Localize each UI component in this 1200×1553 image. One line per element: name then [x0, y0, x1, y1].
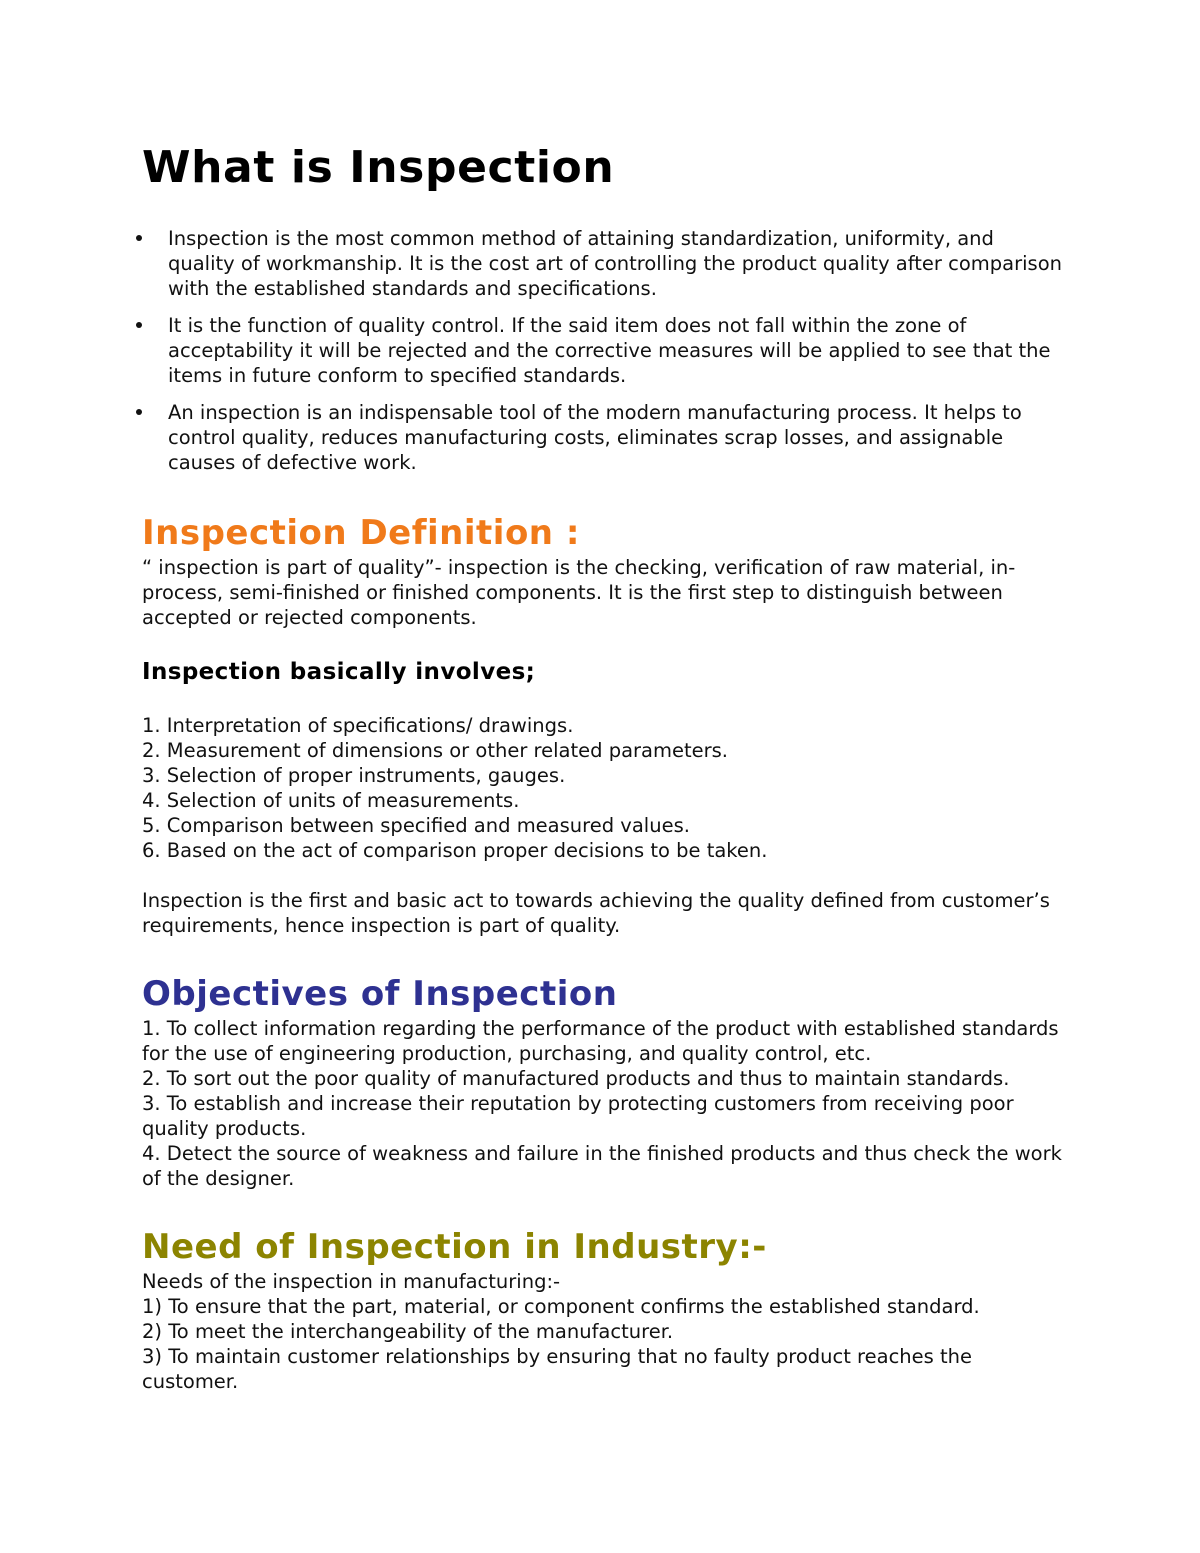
need-intro: Needs of the inspection in manufacturing:-: [142, 1270, 561, 1293]
list-item: 3. Selection of proper instruments, gauges.: [142, 764, 566, 787]
objectives-heading: Objectives of Inspection: [142, 974, 618, 1014]
list-item: 3) To maintain customer relationships by ensuring that no faulty product reaches the customer.: [142, 1345, 973, 1393]
bullet-icon: [136, 235, 142, 241]
page-title: What is Inspection: [142, 142, 615, 193]
involves-list: [142, 713, 1062, 863]
bullet-text: An inspection is an indispensable tool of the modern manufacturing process. It helps to control quality, reduces manufacturing costs, eliminates scrap losses, and assignable causes of defective work.: [168, 401, 1022, 474]
bullet-text: It is the function of quality control. If the said item does not fall within the zone of acceptability it will be rejected and the corrective measures will be applied to see that the items in future conform to specified standards.: [168, 314, 1051, 387]
bullet-icon: [136, 409, 142, 415]
definition-heading: Inspection Definition :: [142, 513, 580, 553]
list-item: 1. To collect information regarding the performance of the product with established standards for the use of engineering production, purchasing, and quality control, etc.: [142, 1017, 1059, 1065]
involves-heading: Inspection basically involves;: [142, 659, 536, 685]
need-list: [142, 1294, 1062, 1394]
involves-summary: Inspection is the first and basic act to towards achieving the quality defined from customer’s requirements, hence inspection is part of quality.: [142, 889, 1050, 937]
list-item: 5. Comparison between specified and measured values.: [142, 814, 690, 837]
definition-text: “ inspection is part of quality”- inspection is the checking, verification of raw material, in-process, semi-finished or finished components. It is the first step to distinguish between accepted or rejected components.: [142, 556, 1016, 629]
list-item: [142, 313, 1062, 388]
list-item: 1. Interpretation of specifications/ drawings.: [142, 714, 574, 737]
list-item: 4. Detect the source of weakness and failure in the finished products and thus check the work of the designer.: [142, 1142, 1062, 1190]
list-item: 2. To sort out the poor quality of manufactured products and thus to maintain standards.: [142, 1067, 1010, 1090]
intro-bullet-list: [142, 226, 1062, 475]
list-item: 4. Selection of units of measurements.: [142, 789, 520, 812]
list-item: [142, 400, 1062, 475]
list-item: 2. Measurement of dimensions or other related parameters.: [142, 739, 729, 762]
bullet-text: Inspection is the most common method of attaining standardization, uniformity, and quality of workmanship. It is the cost art of controlling the product quality after comparison with the established standards and specifications.: [168, 227, 1062, 300]
list-item: 3. To establish and increase their reputation by protecting customers from receiving poor quality products.: [142, 1092, 1014, 1140]
list-item: 2) To meet the interchangeability of the manufacturer.: [142, 1320, 674, 1343]
spacer: [142, 863, 1062, 888]
bullet-icon: [136, 322, 142, 328]
list-item: [142, 226, 1062, 301]
objectives-list: [142, 1016, 1062, 1191]
need-heading: Need of Inspection in Industry:-: [142, 1227, 767, 1267]
list-item: 1) To ensure that the part, material, or component confirms the established standard.: [142, 1295, 980, 1318]
list-item: 6. Based on the act of comparison proper decisions to be taken.: [142, 839, 768, 862]
document-page: [142, 140, 1062, 1394]
